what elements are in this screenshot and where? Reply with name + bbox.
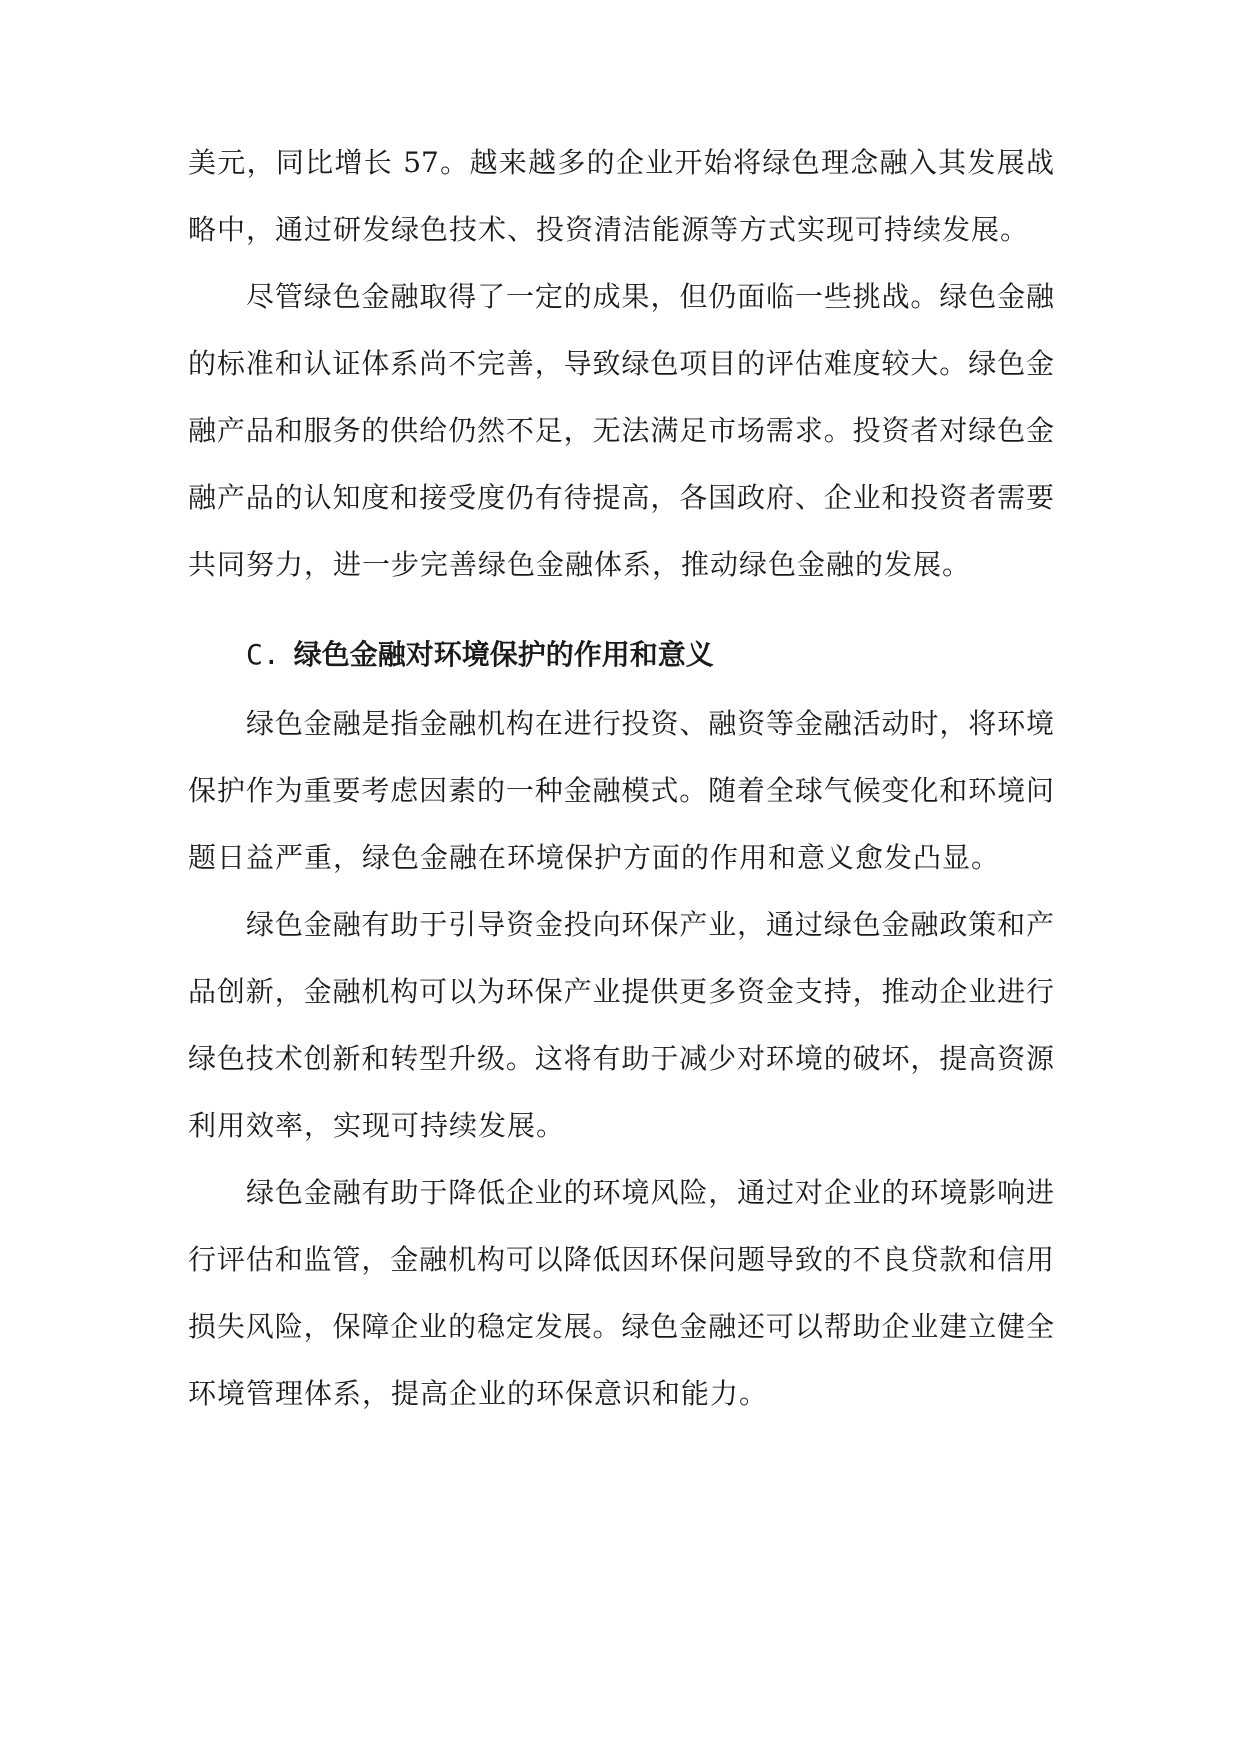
- paragraph-line: 绿色金融有助于降低企业的环境风险，通过对企业的环境影响进: [246, 1176, 1054, 1209]
- section-heading: [246, 635, 714, 675]
- paragraph-line: 品创新，金融机构可以为环保产业提供更多资金支持，推动企业进行: [188, 975, 1054, 1008]
- paragraph-line: 共同努力，进一步完善绿色金融体系，推动绿色金融的发展。: [188, 548, 972, 581]
- paragraph-line: 损失风险，保障企业的稳定发展。绿色金融还可以帮助企业建立健全: [188, 1310, 1054, 1343]
- paragraph-line: 行评估和监管，金融机构可以降低因环保问题导致的不良贷款和信用: [188, 1243, 1054, 1276]
- section-title: 绿色金融对环境保护的作用和意义: [293, 638, 714, 671]
- paragraph-line: 题日益严重，绿色金融在环境保护方面的作用和意义愈发凸显。: [188, 841, 1001, 874]
- paragraph-line: 绿色金融有助于引导资金投向环保产业，通过绿色金融政策和产: [246, 908, 1054, 941]
- paragraph-line: 略中，通过研发绿色技术、投资清洁能源等方式实现可持续发展。: [188, 213, 1030, 246]
- paragraph-line: 利用效率，实现可持续发展。: [188, 1109, 566, 1142]
- paragraph-line: 保护作为重要考虑因素的一种金融模式。随着全球气候变化和环境问: [188, 774, 1054, 807]
- paragraph-line: 绿色金融是指金融机构在进行投资、融资等金融活动时，将环境: [246, 707, 1054, 740]
- paragraph-line: 融产品的认知度和接受度仍有待提高，各国政府、企业和投资者需要: [188, 481, 1054, 514]
- section-number: C.: [246, 638, 280, 671]
- paragraph-line: 环境管理体系，提高企业的环保意识和能力。: [188, 1377, 769, 1410]
- paragraph-line: 美元，同比增长 57。越来越多的企业开始将绿色理念融入其发展战: [188, 146, 1054, 179]
- paragraph-line: 融产品和服务的供给仍然不足，无法满足市场需求。投资者对绿色金: [188, 414, 1054, 447]
- paragraph-line: 尽管绿色金融取得了一定的成果，但仍面临一些挑战。绿色金融: [246, 280, 1054, 313]
- paragraph-line: 的标准和认证体系尚不完善，导致绿色项目的评估难度较大。绿色金: [188, 347, 1054, 380]
- paragraph-line: 绿色技术创新和转型升级。这将有助于减少对环境的破坏，提高资源: [188, 1042, 1054, 1075]
